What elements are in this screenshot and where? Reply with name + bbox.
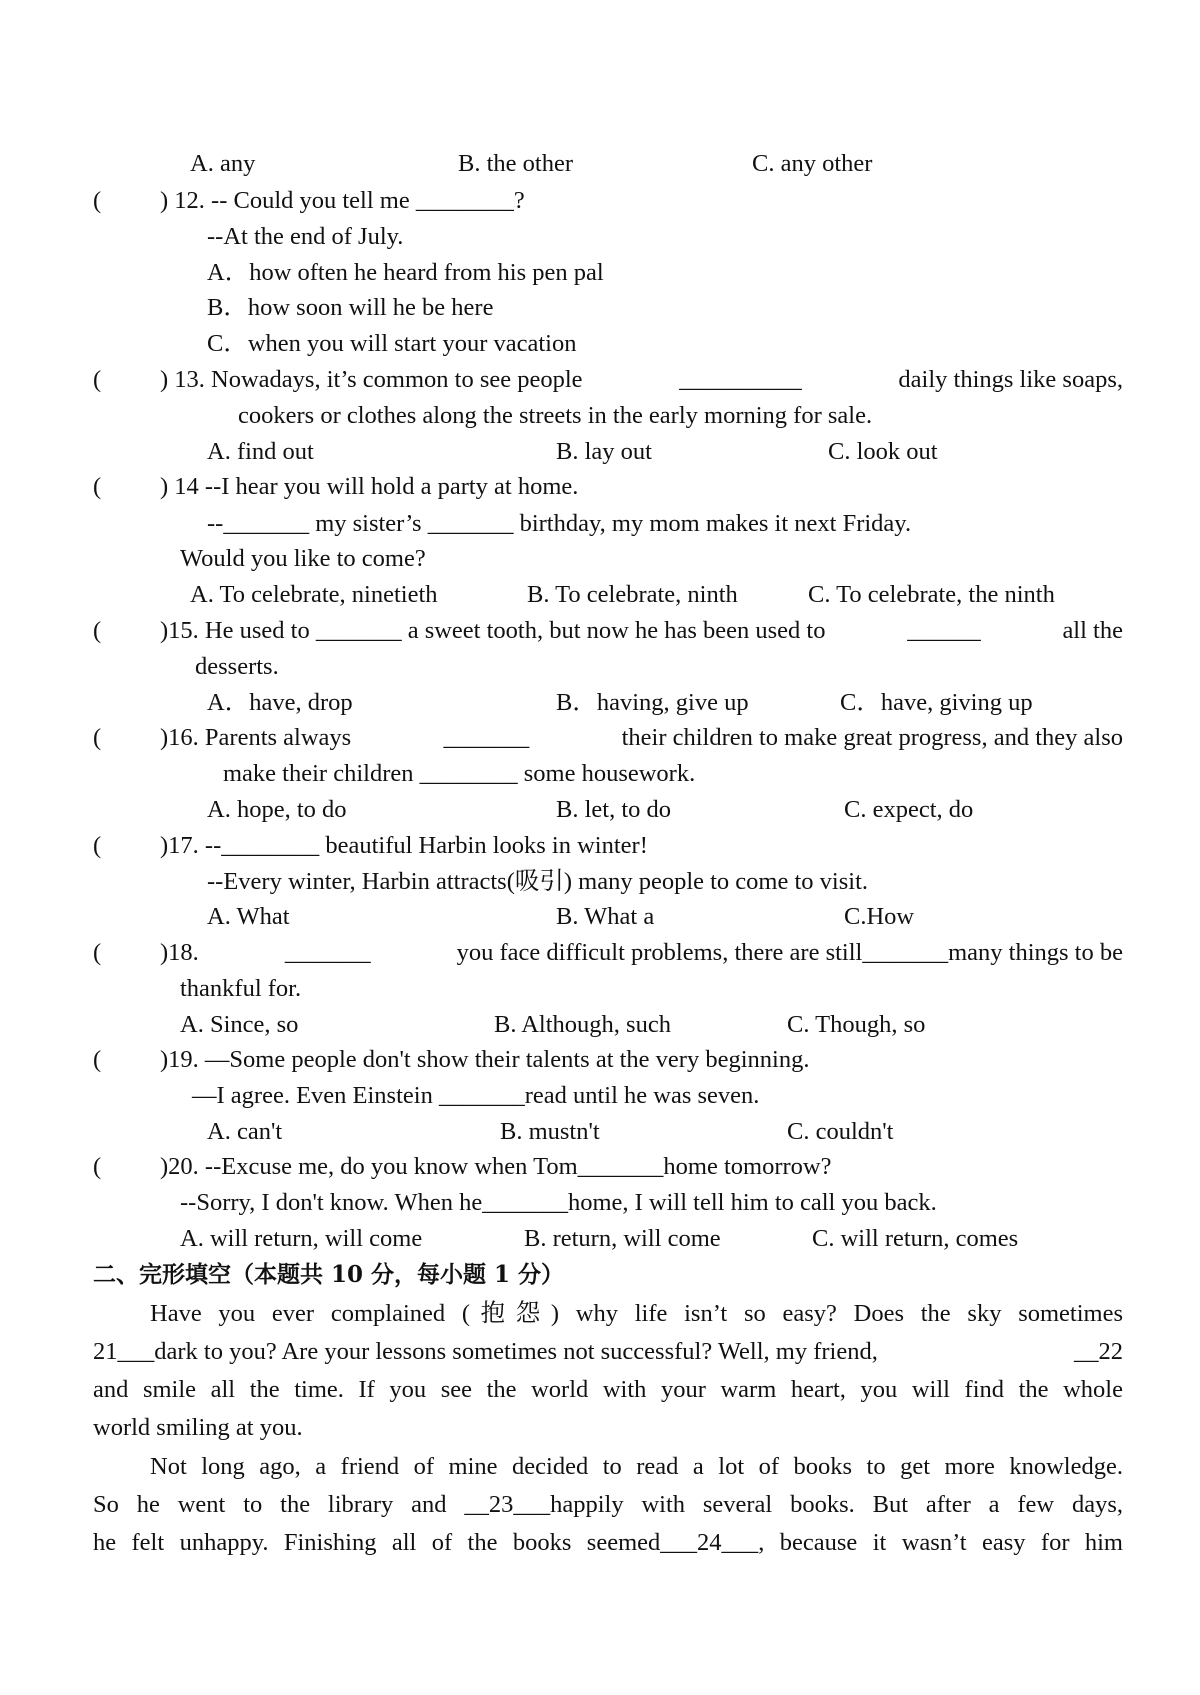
- passage-line: and smile all the time. If you see the world with your warm heart, you will find the whole: [93, 1376, 1123, 1403]
- q17-option-b: B. What a: [556, 903, 655, 930]
- q14-question: ) 14 --I hear you will hold a party at home.: [160, 473, 579, 500]
- q18-option-b: B. Although, such: [494, 1011, 671, 1038]
- q20-question-line2: --Sorry, I don't know. When he_______home, I will tell him to call you back.: [180, 1189, 937, 1216]
- q11-option-b: B. the other: [458, 150, 573, 177]
- passage-line: Not long ago, a friend of mine decided to read a lot of books to get more knowledge.: [150, 1453, 1123, 1480]
- q14-option-b: B. To celebrate, ninth: [527, 581, 738, 608]
- q17-question-line2: --Every winter, Harbin attracts(吸引) many people to come to visit.: [207, 868, 868, 895]
- q18-option-c: C. Though, so: [787, 1011, 926, 1038]
- q12-question: ) 12. -- Could you tell me ________?: [160, 187, 525, 214]
- q19-option-b: B. mustn't: [500, 1118, 600, 1145]
- q18-text-end: you face difficult problems, there are still_______many things to be: [456, 939, 1123, 966]
- q17-answer-paren: (: [93, 832, 102, 859]
- q14-question-line2: --_______ my sister’s _______ birthday, my mom makes it next Friday.: [207, 510, 912, 537]
- q12-option-b: B．how soon will he be here: [207, 294, 494, 321]
- q13-option-b: B. lay out: [556, 438, 652, 465]
- q19-option-a: A. can't: [207, 1118, 283, 1145]
- q12-dialogue-reply: --At the end of July.: [207, 223, 404, 250]
- q12-answer-paren: (: [93, 187, 102, 214]
- q13-answer-paren: (: [93, 366, 102, 393]
- q16-question-line2: make their children ________ some housework.: [223, 760, 696, 787]
- q13-option-c: C. look out: [828, 438, 938, 465]
- q16-option-c: C. expect, do: [844, 796, 974, 823]
- q19-option-c: C. couldn't: [787, 1118, 894, 1145]
- q11-option-c: C. any other: [752, 150, 873, 177]
- q18-question: [160, 937, 1123, 969]
- q18-answer-paren: (: [93, 939, 102, 966]
- q15-answer-paren: (: [93, 617, 102, 644]
- passage-line: So he went to the library and __23___happily with several books. But after a few days,: [93, 1491, 1123, 1518]
- q13-text-end: daily things like soaps,: [898, 366, 1123, 393]
- q16-question: [160, 722, 1123, 754]
- q20-option-b: B. return, will come: [524, 1225, 721, 1252]
- q15-option-a: A．have, drop: [207, 689, 353, 716]
- q19-answer-paren: (: [93, 1046, 102, 1073]
- passage-line: Have you ever complained (抱怨) why life isn’t so easy? Does the sky sometimes: [150, 1300, 1123, 1327]
- q18-option-a: A. Since, so: [180, 1011, 299, 1038]
- q15-text-start: )15. He used to _______ a sweet tooth, but now he has been used to: [160, 617, 826, 644]
- q20-option-a: A. will return, will come: [180, 1225, 423, 1252]
- q16-answer-paren: (: [93, 724, 102, 751]
- q19-question: )19. —Some people don't show their talents at the very beginning.: [160, 1046, 810, 1073]
- q16-text-end: their children to make great progress, and they also: [621, 724, 1123, 751]
- passage-line-text: 21___dark to you? Are your lessons sometimes not successful? Well, my friend,: [93, 1338, 878, 1365]
- q17-option-a: A. What: [207, 903, 290, 930]
- q16-text-start: )16. Parents always: [160, 724, 352, 751]
- q13-option-a: A. find out: [207, 438, 314, 465]
- q13-blank: __________: [679, 366, 802, 393]
- q18-text-start: )18.: [160, 939, 199, 966]
- passage-line: [93, 1336, 1123, 1368]
- q15-question: [160, 615, 1123, 647]
- q20-option-c: C. will return, comes: [812, 1225, 1019, 1252]
- q20-answer-paren: (: [93, 1153, 102, 1180]
- q15-text-end: all the: [1062, 617, 1123, 644]
- q16-option-a: A. hope, to do: [207, 796, 347, 823]
- q15-question-line2: desserts.: [195, 653, 279, 680]
- q15-blank: ______: [907, 617, 981, 644]
- q14-option-a: A. To celebrate, ninetieth: [190, 581, 438, 608]
- section-heading-cloze: 二、完形填空（本题共 10 分，每小题 1 分）: [93, 1261, 565, 1288]
- q15-option-b: B．having, give up: [556, 689, 749, 716]
- passage-blank-22: __22: [1074, 1338, 1123, 1365]
- q13-question-line2: cookers or clothes along the streets in the early morning for sale.: [238, 402, 873, 429]
- q17-option-c: C.How: [844, 903, 915, 930]
- q13-question: [160, 364, 1123, 396]
- q11-option-a: A. any: [190, 150, 256, 177]
- q16-blank: _______: [443, 724, 530, 751]
- q17-question: )17. --________ beautiful Harbin looks in winter!: [160, 832, 648, 859]
- q14-question-line3: Would you like to come?: [180, 545, 426, 572]
- q16-option-b: B. let, to do: [556, 796, 672, 823]
- q13-text-start: ) 13. Nowadays, it’s common to see people: [160, 366, 583, 393]
- q12-option-a: A．how often he heard from his pen pal: [207, 259, 604, 286]
- q20-question: )20. --Excuse me, do you know when Tom_______home tomorrow?: [160, 1153, 832, 1180]
- q18-blank: _______: [284, 939, 371, 966]
- q14-option-c: C. To celebrate, the ninth: [808, 581, 1055, 608]
- q18-question-line2: thankful for.: [180, 975, 302, 1002]
- q14-answer-paren: (: [93, 473, 102, 500]
- passage-line: he felt unhappy. Finishing all of the books seemed___24___, because it wasn’t easy for him: [93, 1529, 1123, 1556]
- q12-option-c: C．when you will start your vacation: [207, 330, 577, 357]
- q15-option-c: C．have, giving up: [840, 689, 1033, 716]
- passage-line: world smiling at you.: [93, 1414, 303, 1441]
- q19-question-line2: —I agree. Even Einstein _______read until he was seven.: [192, 1082, 760, 1109]
